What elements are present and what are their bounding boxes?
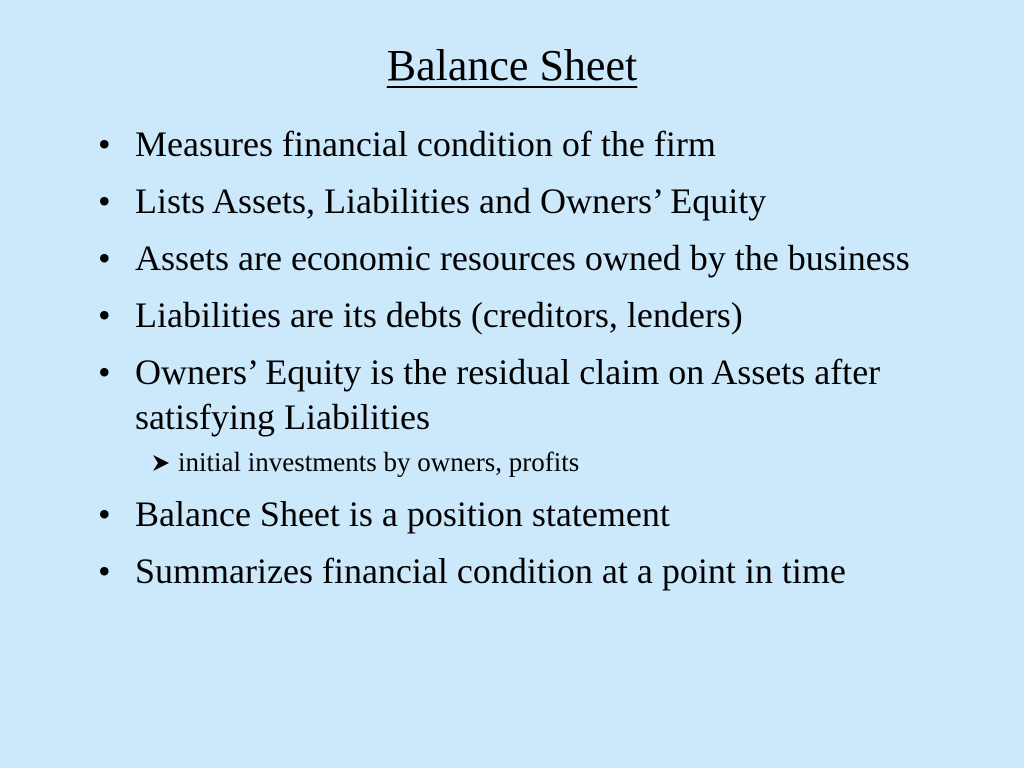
sub-bullet-text: initial investments by owners, profits xyxy=(178,447,580,477)
bullet-icon: • xyxy=(98,494,111,534)
bullet-text: Measures financial condition of the firm xyxy=(135,124,716,164)
bullet-text: Assets are economic resources owned by the business xyxy=(135,238,910,278)
sub-bullet-item xyxy=(90,446,950,478)
bullet-text: Balance Sheet is a position statement xyxy=(135,494,670,534)
bullet-text: Lists Assets, Liabilities and Owners’ Equity xyxy=(135,181,767,221)
arrowhead-bullet-icon xyxy=(151,454,171,472)
bullet-text: Summarizes financial condition at a point in time xyxy=(135,551,846,591)
bullet-item xyxy=(90,293,950,338)
bullet-item xyxy=(90,122,950,167)
bullet-icon: • xyxy=(98,238,111,278)
slide-title: Balance Sheet xyxy=(386,41,638,90)
bullet-icon: • xyxy=(98,352,111,392)
bullet-icon: • xyxy=(98,181,111,221)
bullet-text: Liabilities are its debts (creditors, lenders) xyxy=(135,295,743,335)
bullet-item xyxy=(90,492,950,537)
bullet-item xyxy=(90,236,950,281)
bullet-icon: • xyxy=(98,124,111,164)
bullet-text: Owners’ Equity is the residual claim on Assets after satisfying Liabilities xyxy=(135,352,881,437)
bullet-icon: • xyxy=(98,551,111,591)
bullet-item xyxy=(90,549,950,594)
bullet-icon: • xyxy=(98,295,111,335)
bullet-list xyxy=(90,122,950,606)
bullet-item xyxy=(90,350,950,440)
bullet-item xyxy=(90,179,950,224)
